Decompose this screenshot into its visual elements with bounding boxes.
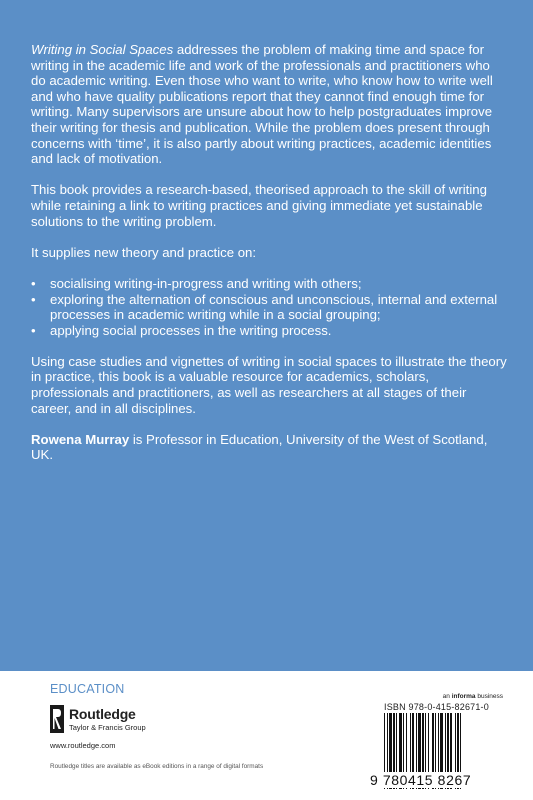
barcode-digits: 9 780415 8267 (370, 772, 520, 788)
publisher-subtitle: Taylor & Francis Group (69, 723, 146, 732)
publisher-website: www.routledge.com (50, 741, 116, 750)
publisher-name: Routledge (69, 706, 136, 722)
ebook-note: Routledge titles are available as eBook editions in a range of digital formats (50, 763, 264, 770)
blurb-paragraph-2: This book provides a research-based, theorised approach to the skill of writing while retaining a link to writing practices and giving immediate yet sustainable solutions to the writing problem. (31, 182, 487, 229)
informa-business-label (443, 693, 503, 700)
informa-bold: informa (451, 693, 476, 700)
informa-post: business (475, 693, 503, 700)
author-name: Rowena Murray (31, 431, 130, 447)
blurb-paragraph-1 (31, 42, 507, 167)
author-bio (31, 432, 507, 463)
blurb-paragraph-1-text: addresses the problem of making time and space for writing in the academic life and work of the professionals and practitioners who do academic writing. Even those who want to write, who know how to write well and who have quality publications report that they cannot find enough time for writing. Many supervisors are unsure about how to help postgraduates improve their writing for thesis and publication. While the problem does present through concerns with ‘time’, it is also partly about writing practices, academic identities and lack of motivation. (31, 42, 493, 167)
isbn-text: ISBN 978-0-415-82671-0 (384, 702, 489, 712)
routledge-logo-icon (50, 705, 64, 733)
book-title-italic: Writing in Social Spaces (31, 42, 174, 57)
bullet-item: • exploring the alternation of conscious and unconscious, internal and external processes in academic writing while in a social grouping; (31, 292, 507, 323)
category-label: EDUCATION (50, 682, 125, 696)
blurb (31, 42, 507, 479)
blurb-paragraph-3: It supplies new theory and practice on: (31, 244, 257, 260)
bullet-item: • socialising writing-in-progress and writing with others; (31, 276, 507, 292)
bullet-item: • applying social processes in the writing process. (31, 323, 507, 339)
blurb-paragraph-4: Using case studies and vignettes of writing in social spaces to illustrate the theory in practice, this book is a valuable resource for academics, scholars, professionals and practitioners, as well as researchers at all stages of their career, and in all disciplines. (31, 353, 507, 416)
back-cover-footer (0, 671, 533, 800)
author-bio-text: is Professor in Education, University of the West of Scotland, UK. (31, 431, 488, 463)
informa-pre: an (442, 693, 452, 700)
bullet-list (31, 276, 507, 338)
